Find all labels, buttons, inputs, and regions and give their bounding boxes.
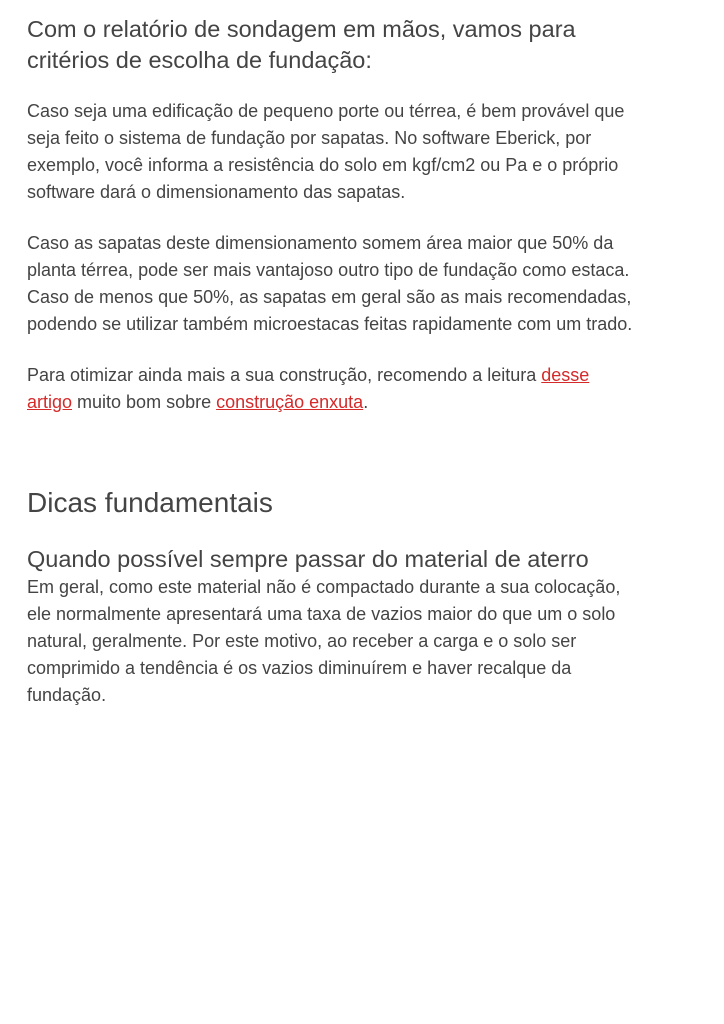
article-content <box>27 14 637 733</box>
paragraph-recommendation <box>27 362 637 416</box>
tip-body: Em geral, como este material não é compactado durante a sua colocação, ele normalmente apresentará uma taxa de vazios maior do que um o solo natural, geralmente. Por este motivo, ao receber a carga e o solo ser comprimido a tendência é os vazios diminuírem e haver recalque da fundação. <box>27 577 621 705</box>
section-title: Dicas fundamentais <box>27 487 273 518</box>
recommendation-text-start: Para otimizar ainda mais a sua construção, recomendo a leitura <box>27 365 542 385</box>
lean-construction-link[interactable]: construção enxuta <box>216 392 364 412</box>
paragraph-sapatas: Caso seja uma edificação de pequeno porte ou térrea, é bem provável que seja feito o sistema de fundação por sapatas. No software Eberick, por exemplo, você informa a resistência do solo em kgf/cm2 ou Pa e o próprio software dará o dimensionamento das sapatas. <box>27 101 625 202</box>
paragraph-estacas: Caso as sapatas deste dimensionamento somem área maior que 50% da planta térrea, pode ser mais vantajoso outro tipo de fundação como estaca. Caso de menos que 50%, as sapatas em geral são as mais recomendadas, podendo se utilizar também microestacas feitas rapidamente com um trado. <box>27 233 633 334</box>
intro-heading: Com o relatório de sondagem em mãos, vamos para critérios de escolha de fundação: <box>27 16 576 73</box>
recommendation-text-end: . <box>363 392 369 412</box>
recommendation-text-middle: muito bom sobre <box>72 392 217 412</box>
article-link[interactable]: desse artigo <box>27 365 590 412</box>
tip-subtitle: Quando possível sempre passar do material de aterro <box>27 546 589 572</box>
